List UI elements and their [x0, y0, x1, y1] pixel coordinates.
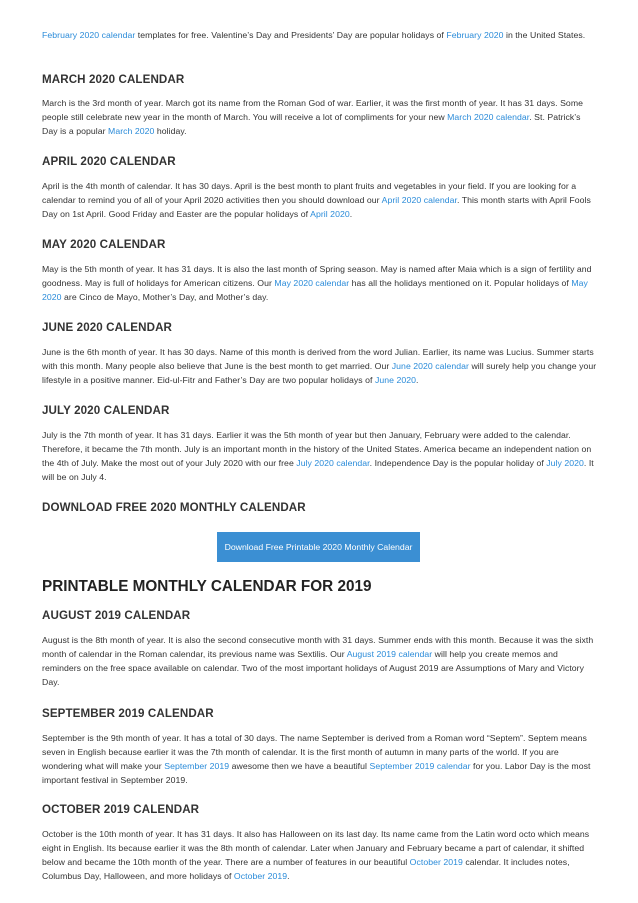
september-heading: SEPTEMBER 2019 CALENDAR [42, 707, 214, 720]
paragraph-text: . St. Patrick’s Day is a popular [42, 112, 581, 136]
paragraph-text: . [287, 871, 290, 881]
may-heading: MAY 2020 CALENDAR [42, 238, 166, 251]
june-heading: JUNE 2020 CALENDAR [42, 321, 173, 334]
paragraph-text: . [416, 375, 419, 385]
paragraph-text: June is the 6th month of year. It has 30 days. Name of this month is derived from the word Julian. Earlier, its name was Lucius. Summer starts with this month. Many people also believe that June is the best month to get married. Our [42, 347, 594, 371]
paragraph-text: October is the 10th month of year. It has 31 days. It also has Halloween on its last day. Its name came from the Latin word octo which means eight in English. Its because earlier it was the 8th month of calendar. Later when January and February became a part of calendar, it shifted below and became the 10th month of the year. There are a number of features in our beautiful [42, 829, 590, 867]
march-paragraph [42, 96, 598, 138]
march-2020-link[interactable]: March 2020 [108, 126, 155, 136]
september-2019-calendar-link[interactable]: September 2019 calendar [369, 761, 471, 771]
paragraph-text: in the United States. [503, 30, 586, 40]
paragraph-text: . It will be on July 4. [42, 458, 594, 482]
june-2020-calendar-link[interactable]: June 2020 calendar [391, 361, 469, 371]
paragraph-text: . Independence Day is the popular holiday of [369, 458, 547, 468]
paragraph-text: August is the 8th month of year. It is also the second consecutive month with 31 days. Summer ends with this month. Because it was the sixth month of calendar in the Roman calendar, its previous name was Sextilis. Our [42, 635, 594, 659]
february-2020-calendar-link[interactable]: February 2020 calendar [42, 30, 136, 40]
july-2020-calendar-link[interactable]: July 2020 calendar [296, 458, 370, 468]
july-paragraph [42, 428, 598, 484]
april-heading: APRIL 2020 CALENDAR [42, 155, 176, 168]
paragraph-text: has all the holidays mentioned on it. Popular holidays of [349, 278, 572, 288]
paragraph-text: will help you create memos and reminders on the free space available on calendar. Two of the most important holidays of August 2019 are Assumptions of Mary and Victory Day. [42, 649, 585, 687]
february-2020-link[interactable]: February 2020 [446, 30, 504, 40]
june-paragraph [42, 345, 598, 387]
paragraph-text: calendar. It includes notes, Columbus Day, Halloween, and more holidays of [42, 857, 570, 881]
paragraph-text: July is the 7th month of year. It has 31 days. Earlier it was the 5th month of year but then January, February were added to the calendar. Therefore, it became the 7th month. July is an important month in the history of the United States. America became an independent nation on the 4th of July. Make the most out of your July 2020 with our free [42, 430, 592, 468]
may-2020-link[interactable]: May 2020 [42, 278, 588, 302]
july-heading: JULY 2020 CALENDAR [42, 404, 170, 417]
april-2020-calendar-link[interactable]: April 2020 calendar [381, 195, 457, 205]
june-2020-link[interactable]: June 2020 [374, 375, 416, 385]
august-heading: AUGUST 2019 CALENDAR [42, 609, 191, 622]
paragraph-text: . This month starts with April Fools Day on 1st April. Good Friday and Easter are the popular holidays of [42, 195, 591, 219]
download-calendar-button[interactable]: Download Free Printable 2020 Monthly Calendar [217, 532, 420, 562]
october-2019-holidays-link[interactable]: October 2019 [233, 871, 288, 881]
february-paragraph [42, 28, 598, 42]
paragraph-text: are Cinco de Mayo, Mother’s Day, and Mother’s day. [61, 292, 269, 302]
september-paragraph [42, 731, 598, 787]
march-heading: MARCH 2020 CALENDAR [42, 73, 185, 86]
download-heading: DOWNLOAD FREE 2020 MONTHLY CALENDAR [42, 501, 306, 514]
july-2020-link[interactable]: July 2020 [546, 458, 584, 468]
october-2019-link[interactable]: October 2019 [409, 857, 463, 867]
printable-2019-heading: PRINTABLE MONTHLY CALENDAR FOR 2019 [42, 578, 372, 595]
march-2020-calendar-link[interactable]: March 2020 calendar [447, 112, 530, 122]
paragraph-text: templates for free. Valentine’s Day and Presidents’ Day are popular holidays of [135, 30, 447, 40]
may-2020-calendar-link[interactable]: May 2020 calendar [274, 278, 350, 288]
paragraph-text: for you. Labor Day is the most important festival in September 2019. [42, 761, 591, 785]
paragraph-text: awesome then we have a beautiful [229, 761, 370, 771]
august-2019-calendar-link[interactable]: August 2019 calendar [346, 649, 433, 659]
october-heading: OCTOBER 2019 CALENDAR [42, 803, 200, 816]
paragraph-text: April is the 4th month of calendar. It has 30 days. April is the best month to plant fruits and vegetables in your field. If you are looking for a calendar to remind you of all of your April 2020 activities then you should download our [42, 181, 577, 205]
paragraph-text: . [349, 209, 353, 219]
paragraph-text: March is the 3rd month of year. March got its name from the Roman God of war. Earlier, it was the first month of year. It has 31 days. Some people still celebrate new year in the month of March. You will receive a lot of compliments for your new [42, 98, 583, 122]
august-paragraph [42, 633, 598, 689]
paragraph-text: holiday. [154, 126, 187, 136]
october-paragraph [42, 827, 598, 881]
paragraph-text: September is the 9th month of year. It has a total of 30 days. The name September is derived from a Roman word “Septem”. Septem means seven in English because earlier it was the 7th month of calendar. It is the first month of autumn in many parts of the world. If you are wondering what will make your [42, 733, 587, 771]
april-2020-link[interactable]: April 2020 [310, 209, 350, 219]
september-2019-link[interactable]: September 2019 [164, 761, 230, 771]
april-paragraph [42, 179, 598, 221]
may-paragraph [42, 262, 598, 304]
paragraph-text: May is the 5th month of year. It has 31 days. It is also the last month of Spring season. May is named after Maia which is a sign of fertility and goodness. May is full of holidays for American citizens. Our [42, 264, 592, 288]
paragraph-text: will surely help you change your lifestyle in a positive manner. Eid-ul-Fitr and Father’s Day are two popular holidays of [42, 361, 597, 385]
